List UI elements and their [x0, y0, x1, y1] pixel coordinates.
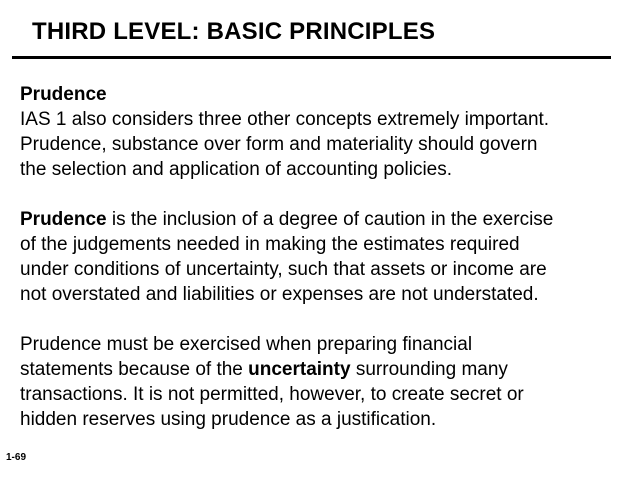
section-heading: Prudence: [20, 84, 107, 105]
title-divider: [12, 56, 611, 59]
text-fragment: surrounding many: [350, 359, 508, 380]
term-prudence: Prudence: [20, 209, 107, 230]
text-line: under conditions of uncertainty, such that assets or income are: [20, 259, 547, 280]
text-line: the selection and application of accounting policies.: [20, 159, 453, 180]
paragraph-prudence-intro: [20, 82, 620, 182]
term-uncertainty: uncertainty: [248, 359, 351, 380]
slide-body: [20, 82, 620, 432]
text-fragment: is the inclusion of a degree of caution in the exercise: [106, 209, 554, 230]
text-line: [20, 357, 620, 382]
text-line: of the judgements needed in making the estimates required: [20, 234, 520, 255]
text-line: Prudence, substance over form and materiality should govern: [20, 134, 538, 155]
text-line: transactions. It is not permitted, however, to create secret or: [20, 384, 524, 405]
page-number: 1-69: [6, 452, 27, 463]
paragraph-prudence-application: [20, 332, 620, 432]
paragraph-prudence-definition: [20, 207, 620, 307]
text-line: [20, 207, 620, 232]
text-line: not overstated and liabilities or expenses are not understated.: [20, 284, 539, 305]
spacer: [20, 307, 620, 332]
text-line: Prudence must be exercised when preparing financial: [20, 334, 473, 355]
spacer: [20, 182, 620, 207]
text-line: IAS 1 also considers three other concepts extremely important.: [20, 109, 550, 130]
text-fragment: statements because of the: [20, 359, 249, 380]
slide-title: THIRD LEVEL: BASIC PRINCIPLES: [32, 18, 436, 45]
text-line: hidden reserves using prudence as a justification.: [20, 409, 437, 430]
